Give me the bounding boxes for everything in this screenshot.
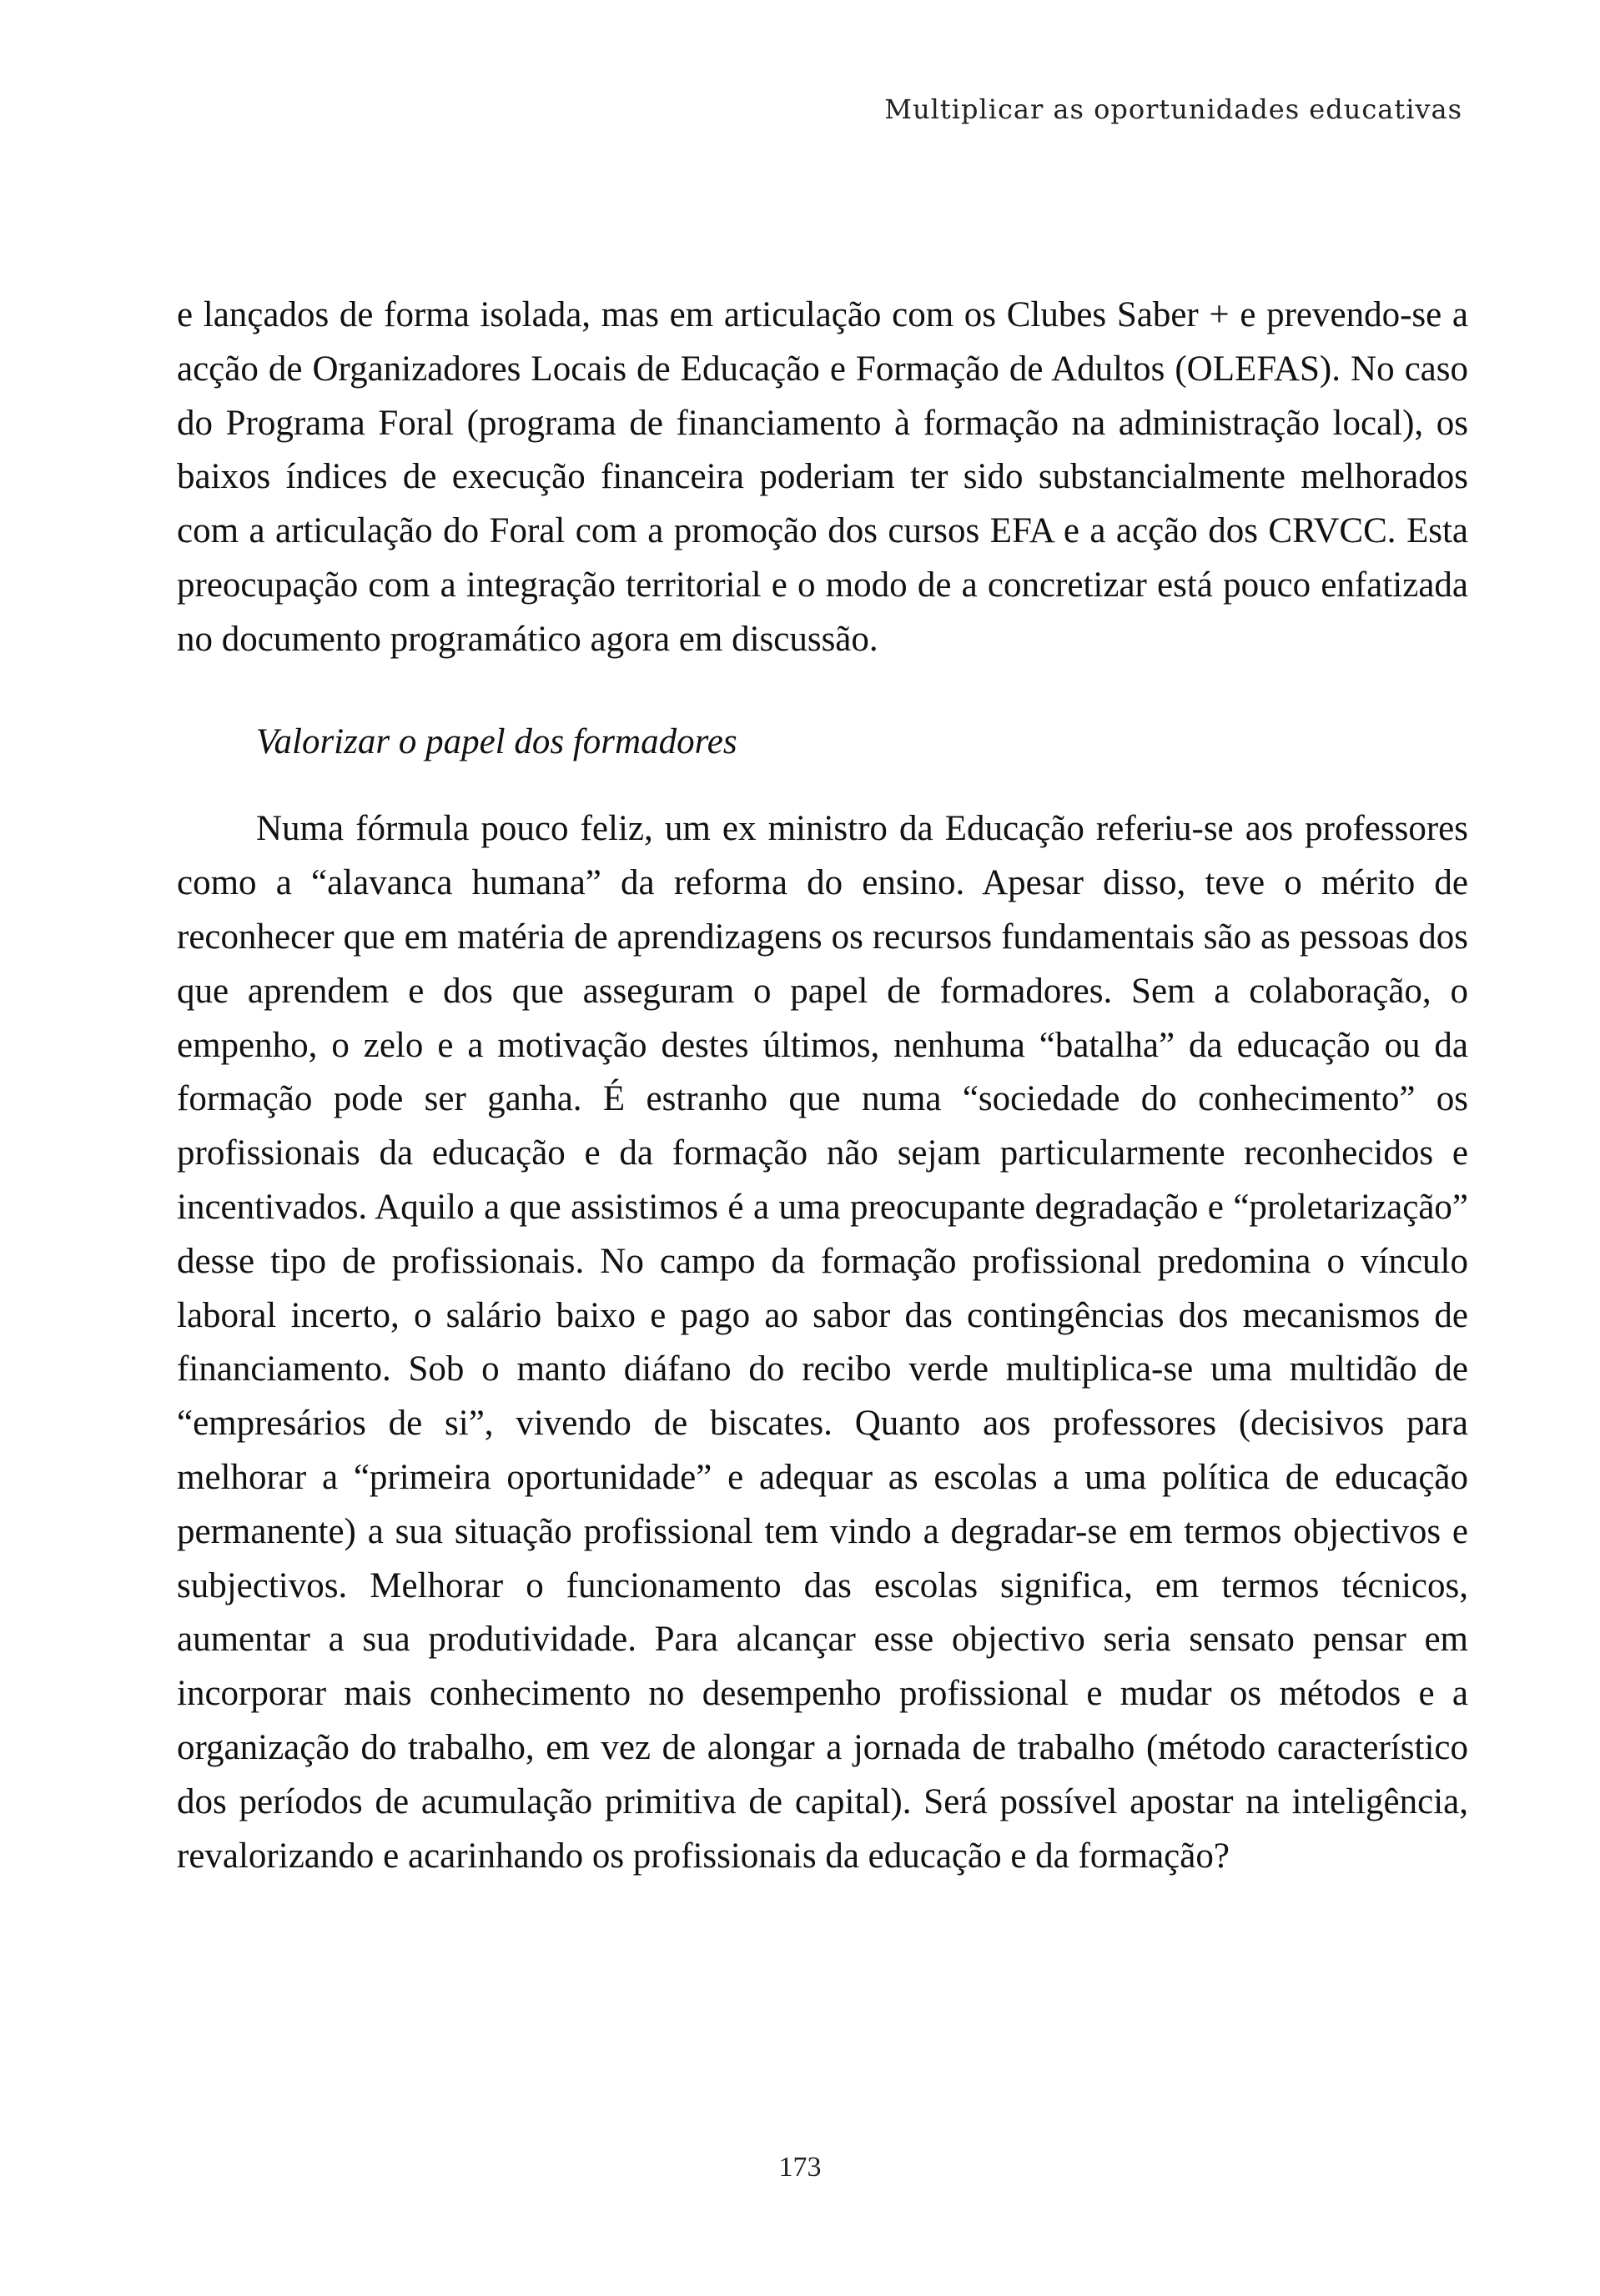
section-heading: Valorizar o papel dos formadores <box>256 721 737 761</box>
body-paragraph: e lançados de forma isolada, mas em articulação com os Clubes Saber + e prevendo-se a acção de Organizadores Locais de Educação e Formação de Adultos (OLEFAS). No caso do Programa Foral (programa de financiamento à formação na administração local), os baixos índices de execução financeira poderiam ter sido substancialmente melhorados com a articulação do Foral com a promoção dos cursos EFA e a acção dos CRVCC. Esta preocupação com a integração territorial e o modo de a concretizar está pouco enfatizada no documento programático agora em discussão. <box>177 295 1468 659</box>
running-header: Multiplicar as oportunidades educativas <box>884 93 1462 125</box>
page-number: 173 <box>778 2152 822 2183</box>
body-paragraph: Numa fórmula pouco feliz, um ex ministro da Educação referiu-se aos professores como a “alavanca humana” da reforma do ensino. Apesar disso, teve o mérito de reconhecer que em matéria de aprendizagens os recursos fundamentais são as pessoas dos que aprendem e dos que asseguram o papel de formadores. Sem a colaboração, o empenho, o zelo e a motivação destes últimos, nenhuma “batalha” da educação ou da formação pode ser ganha. É estranho que numa “sociedade do conhecimento” os profissionais da educação e da formação não sejam particularmente reconhecidos e incentivados. Aquilo a que assistimos é a uma preocupante degradação e “proletarização” desse tipo de profissionais. No campo da formação profissional predomina o vínculo laboral incerto, o salário baixo e pago ao sabor das contingências dos mecanismos de financiamento. Sob o manto diáfano do recibo verde multiplica-se uma multidão de “empresários de si”, vivendo de biscates. Quanto aos professores (decisivos para melhorar a “primeira oportunidade” e adequar as escolas a uma política de educação permanente) a sua situação profissional tem vindo a degradar-se em termos objectivos e subjectivos. Melhorar o funcionamento das escolas significa, em termos técnicos, aumentar a sua produtividade. Para alcançar esse objectivo seria sensato pensar em incorporar mais conhecimento no desempenho profissional e mudar os métodos e a organização do trabalho, em vez de alongar a jornada de trabalho (método característico dos períodos de acumulação primitiva de capital). Será possível apostar na inteligência, revalorizando e acarinhando os profissionais da educação e da formação? <box>177 809 1468 1876</box>
page-body <box>177 289 1468 1883</box>
